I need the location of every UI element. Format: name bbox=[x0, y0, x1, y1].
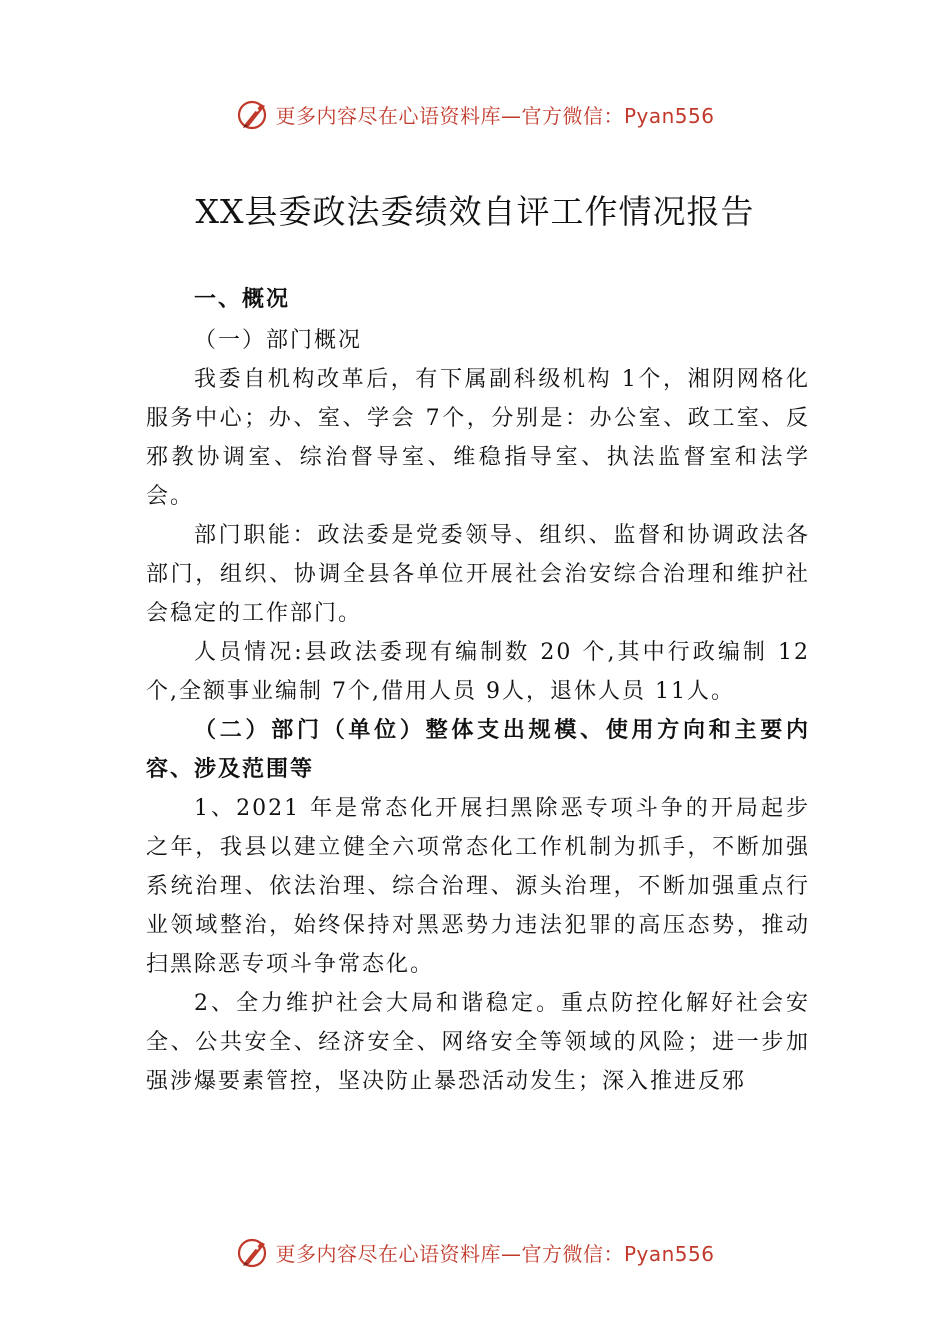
watermark-text: 更多内容尽在心语资料库—官方微信：Pyan556 bbox=[275, 103, 715, 128]
subsection-heading-expenditure: （二）部门（单位）整体支出规模、使用方向和主要内容、涉及范围等 bbox=[146, 717, 810, 782]
subsection-heading-department: （一）部门概况 bbox=[194, 328, 363, 353]
watermark-text: 更多内容尽在心语资料库—官方微信：Pyan556 bbox=[275, 1241, 715, 1266]
fountain-pen-logo-icon bbox=[235, 1234, 271, 1270]
paragraph-staffing: 人员情况:县政法委现有编制数 20 个,其中行政编制 12 个,全额事业编制 7个,借用人员 9人，退休人员 11人。 bbox=[146, 640, 810, 704]
paragraph-structure: 我委自机构改革后，有下属副科级机构 1个，湘阴网格化服务中心；办、室、学会 7个，分别是：办公室、政工室、反邪教协调室、综治督导室、维稳指导室、执法监督室和法学会。 bbox=[146, 367, 810, 509]
header-watermark-banner bbox=[0, 94, 950, 134]
paragraph-functions: 部门职能：政法委是党委领导、组织、监督和协调政法各部门，组织、协调全县各单位开展社会治安综合治理和维护社会稳定的工作部门。 bbox=[146, 523, 810, 626]
paragraph-item-1: 1、2021 年是常态化开展扫黑除恶专项斗争的开局起步之年，我县以建立健全六项常态化工作机制为抓手，不断加强系统治理、依法治理、综合治理、源头治理，不断加强重点行业领域整治，始终保持对黑恶势力违法犯罪的高压态势，推动扫黑除恶专项斗争常态化。 bbox=[146, 796, 810, 977]
paragraph-item-2: 2、全力维护社会大局和谐稳定。重点防控化解好社会安全、公共安全、经济安全、网络安全等领域的风险；进一步加强涉爆要素管控，坚决防止暴恐活动发生；深入推进反邪 bbox=[146, 991, 810, 1094]
document-title: XX县委政法委绩效自评工作情况报告 bbox=[195, 192, 755, 231]
footer-watermark-banner bbox=[0, 1232, 950, 1272]
fountain-pen-logo-icon bbox=[235, 96, 271, 132]
section-heading-overview: 一、概况 bbox=[194, 287, 291, 312]
document-body bbox=[146, 280, 810, 1101]
